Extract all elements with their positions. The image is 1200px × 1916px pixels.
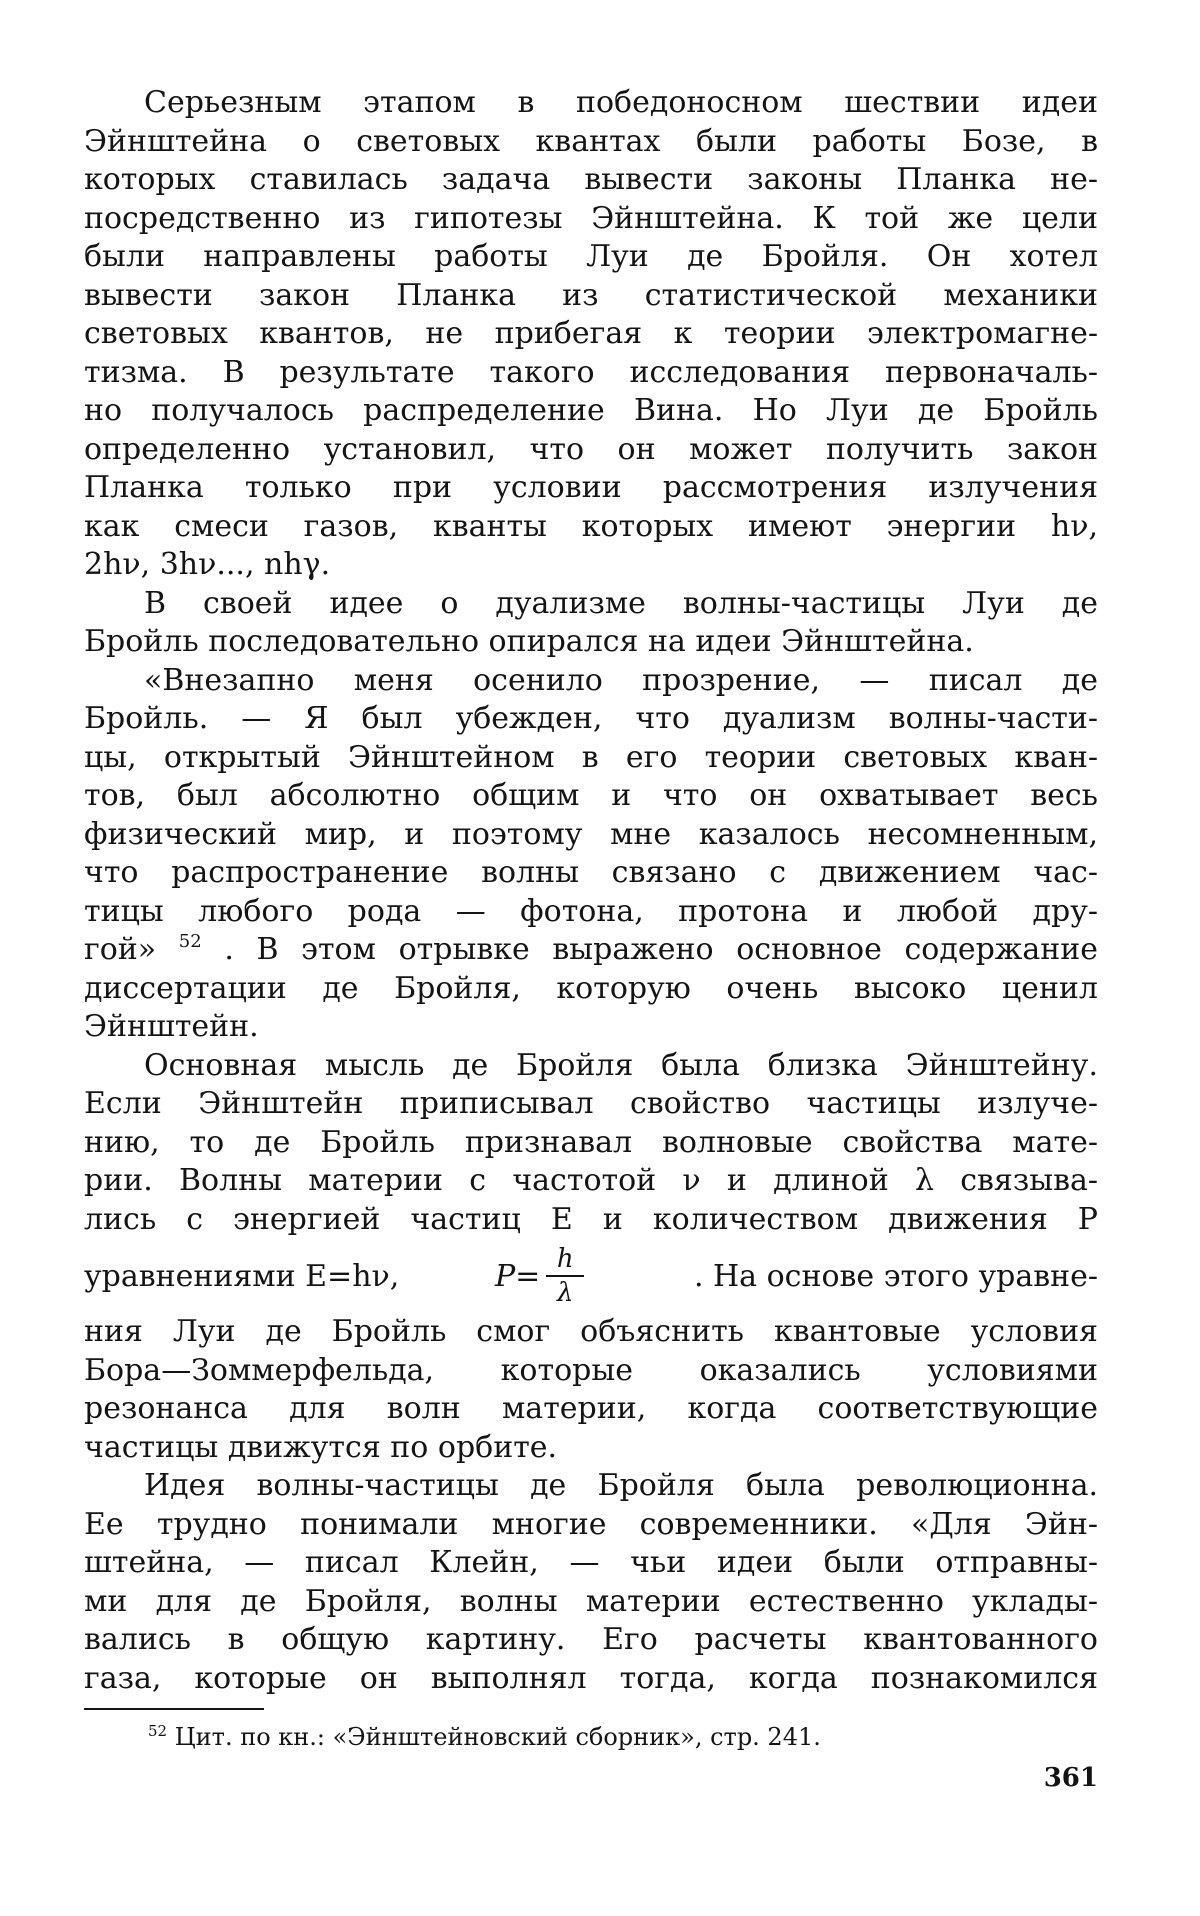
paragraph bbox=[84, 84, 1098, 585]
text-line: рии. Волны материи с частотой ν и длиной λ связыва- bbox=[84, 1163, 1098, 1198]
text-line: Ее трудно понимали многие современники. «Для Эйн- bbox=[84, 1506, 1098, 1542]
text-line: Если Эйнштейн приписывал свойство частицы излуче- bbox=[84, 1086, 1098, 1121]
text-line: вались в общую картину. Его расчеты квантованного bbox=[84, 1622, 1098, 1657]
text-line: тов, был абсолютно общим и что он охватывает весь bbox=[84, 778, 1098, 813]
text-line: физический мир, и поэтому мне казалось несомненным, bbox=[84, 816, 1098, 852]
paragraph bbox=[84, 1467, 1098, 1698]
text-line-with-footnote-ref bbox=[84, 931, 1098, 970]
page-number: 361 bbox=[1043, 1763, 1098, 1793]
fraction-numerator: h bbox=[556, 1244, 574, 1274]
text-line: резонанса для волн материи, когда соответствующие bbox=[84, 1391, 1098, 1426]
text-line: Бора—Зоммерфельда, которые оказались условиями bbox=[84, 1352, 1098, 1388]
text-line: вывести закон Планка из статистической механики bbox=[84, 277, 1098, 313]
text-line: тицы любого рода — фотона, протона и любой дру- bbox=[84, 893, 1098, 929]
text-line: световых квантов, не прибегая к теории электромагне- bbox=[84, 316, 1098, 351]
text-fragment: . В этом отрывке выражено основное содержание bbox=[224, 932, 1098, 967]
text-line: диссертации де Бройля, которую очень высоко ценил bbox=[84, 970, 1098, 1006]
text-line: частицы движутся по орбите. bbox=[84, 1429, 558, 1465]
formula-prefix: уравнениями E=hν, bbox=[84, 1258, 400, 1294]
text-line: Бройль. — Я был убежден, что дуализм волны-части- bbox=[84, 701, 1098, 736]
formula-line bbox=[84, 1239, 1098, 1313]
paragraph bbox=[84, 662, 1098, 1047]
text-line: определенно установил, что он может получить закон bbox=[84, 431, 1098, 467]
text-line: лись с энергией частиц Е и количеством движения Р bbox=[84, 1201, 1098, 1237]
text-line: В своей идее о дуализме волны-частицы Луи де bbox=[144, 585, 1098, 621]
text-line: ния Луи де Бройль смог объяснить квантовые условия bbox=[84, 1314, 1098, 1349]
text-line: газа, которые он выполнял тогда, когда познакомился bbox=[84, 1660, 1098, 1696]
text-line: нию, то де Бройль признавал волновые свойства мате- bbox=[84, 1124, 1098, 1160]
text-line: что распространение волны связано с движением час- bbox=[84, 855, 1098, 890]
text-line: ми для де Бройля, волны материи естественно уклады- bbox=[84, 1583, 1098, 1619]
fraction bbox=[546, 1245, 584, 1307]
formula-lhs: P= bbox=[494, 1258, 541, 1294]
text-line: Эйнштейна о световых квантах были работы Бозе, в bbox=[84, 123, 1098, 159]
paragraph bbox=[84, 1047, 1098, 1468]
text-line: Идея волны-частицы де Бройля была революционна. bbox=[144, 1468, 1098, 1503]
text-line: были направлены работы Луи де Бройля. Он хотел bbox=[84, 239, 1098, 274]
formula-suffix: . На основе этого уравне- bbox=[693, 1258, 1098, 1294]
text-line: посредственно из гипотезы Эйнштейна. К той же цели bbox=[84, 200, 1098, 236]
page-body bbox=[84, 84, 1098, 1754]
text-line: как смеси газов, кванты которых имеют энергии hν, bbox=[84, 508, 1098, 544]
paragraph bbox=[84, 585, 1098, 662]
footnote-text: Цит. по кн.: «Эйнштейновский сборник», стр. 241. bbox=[174, 1723, 821, 1751]
text-fragment: гой» bbox=[84, 932, 157, 967]
formula bbox=[495, 1245, 598, 1307]
fraction-bar bbox=[546, 1275, 584, 1277]
text-line: «Внезапно меня осенило прозрение, — писал де bbox=[144, 662, 1098, 698]
text-line: тизма. В результате такого исследования первоначаль- bbox=[84, 354, 1098, 390]
footnote-reference[interactable]: 52 bbox=[178, 931, 202, 952]
text-line: Эйнштейн. bbox=[84, 1009, 259, 1044]
text-line: Планка только при условии рассмотрения излучения bbox=[84, 470, 1098, 505]
footnote bbox=[84, 1720, 1098, 1754]
text-line: Серьезным этапом в победоносном шествии идеи bbox=[144, 85, 1098, 120]
text-line: 2hν, 3hν..., nhγ. bbox=[84, 547, 331, 582]
text-line: цы, открытый Эйнштейном в его теории световых кван- bbox=[84, 739, 1098, 775]
text-line: штейна, — писал Клейн, — чьи идеи были отправны- bbox=[84, 1545, 1098, 1580]
text-line: Основная мысль де Бройля была близка Эйнштейну. bbox=[144, 1047, 1098, 1083]
footnote-divider bbox=[84, 1708, 264, 1710]
text-line: Бройль последовательно опирался на идеи Эйнштейна. bbox=[84, 624, 974, 659]
text-line: но получалось распределение Вина. Но Луи де Бройль bbox=[84, 393, 1098, 428]
text-line: которых ставилась задача вывести законы Планка не- bbox=[84, 162, 1098, 197]
fraction-denominator: λ bbox=[557, 1278, 574, 1308]
footnote-marker: 52 bbox=[148, 1722, 168, 1740]
